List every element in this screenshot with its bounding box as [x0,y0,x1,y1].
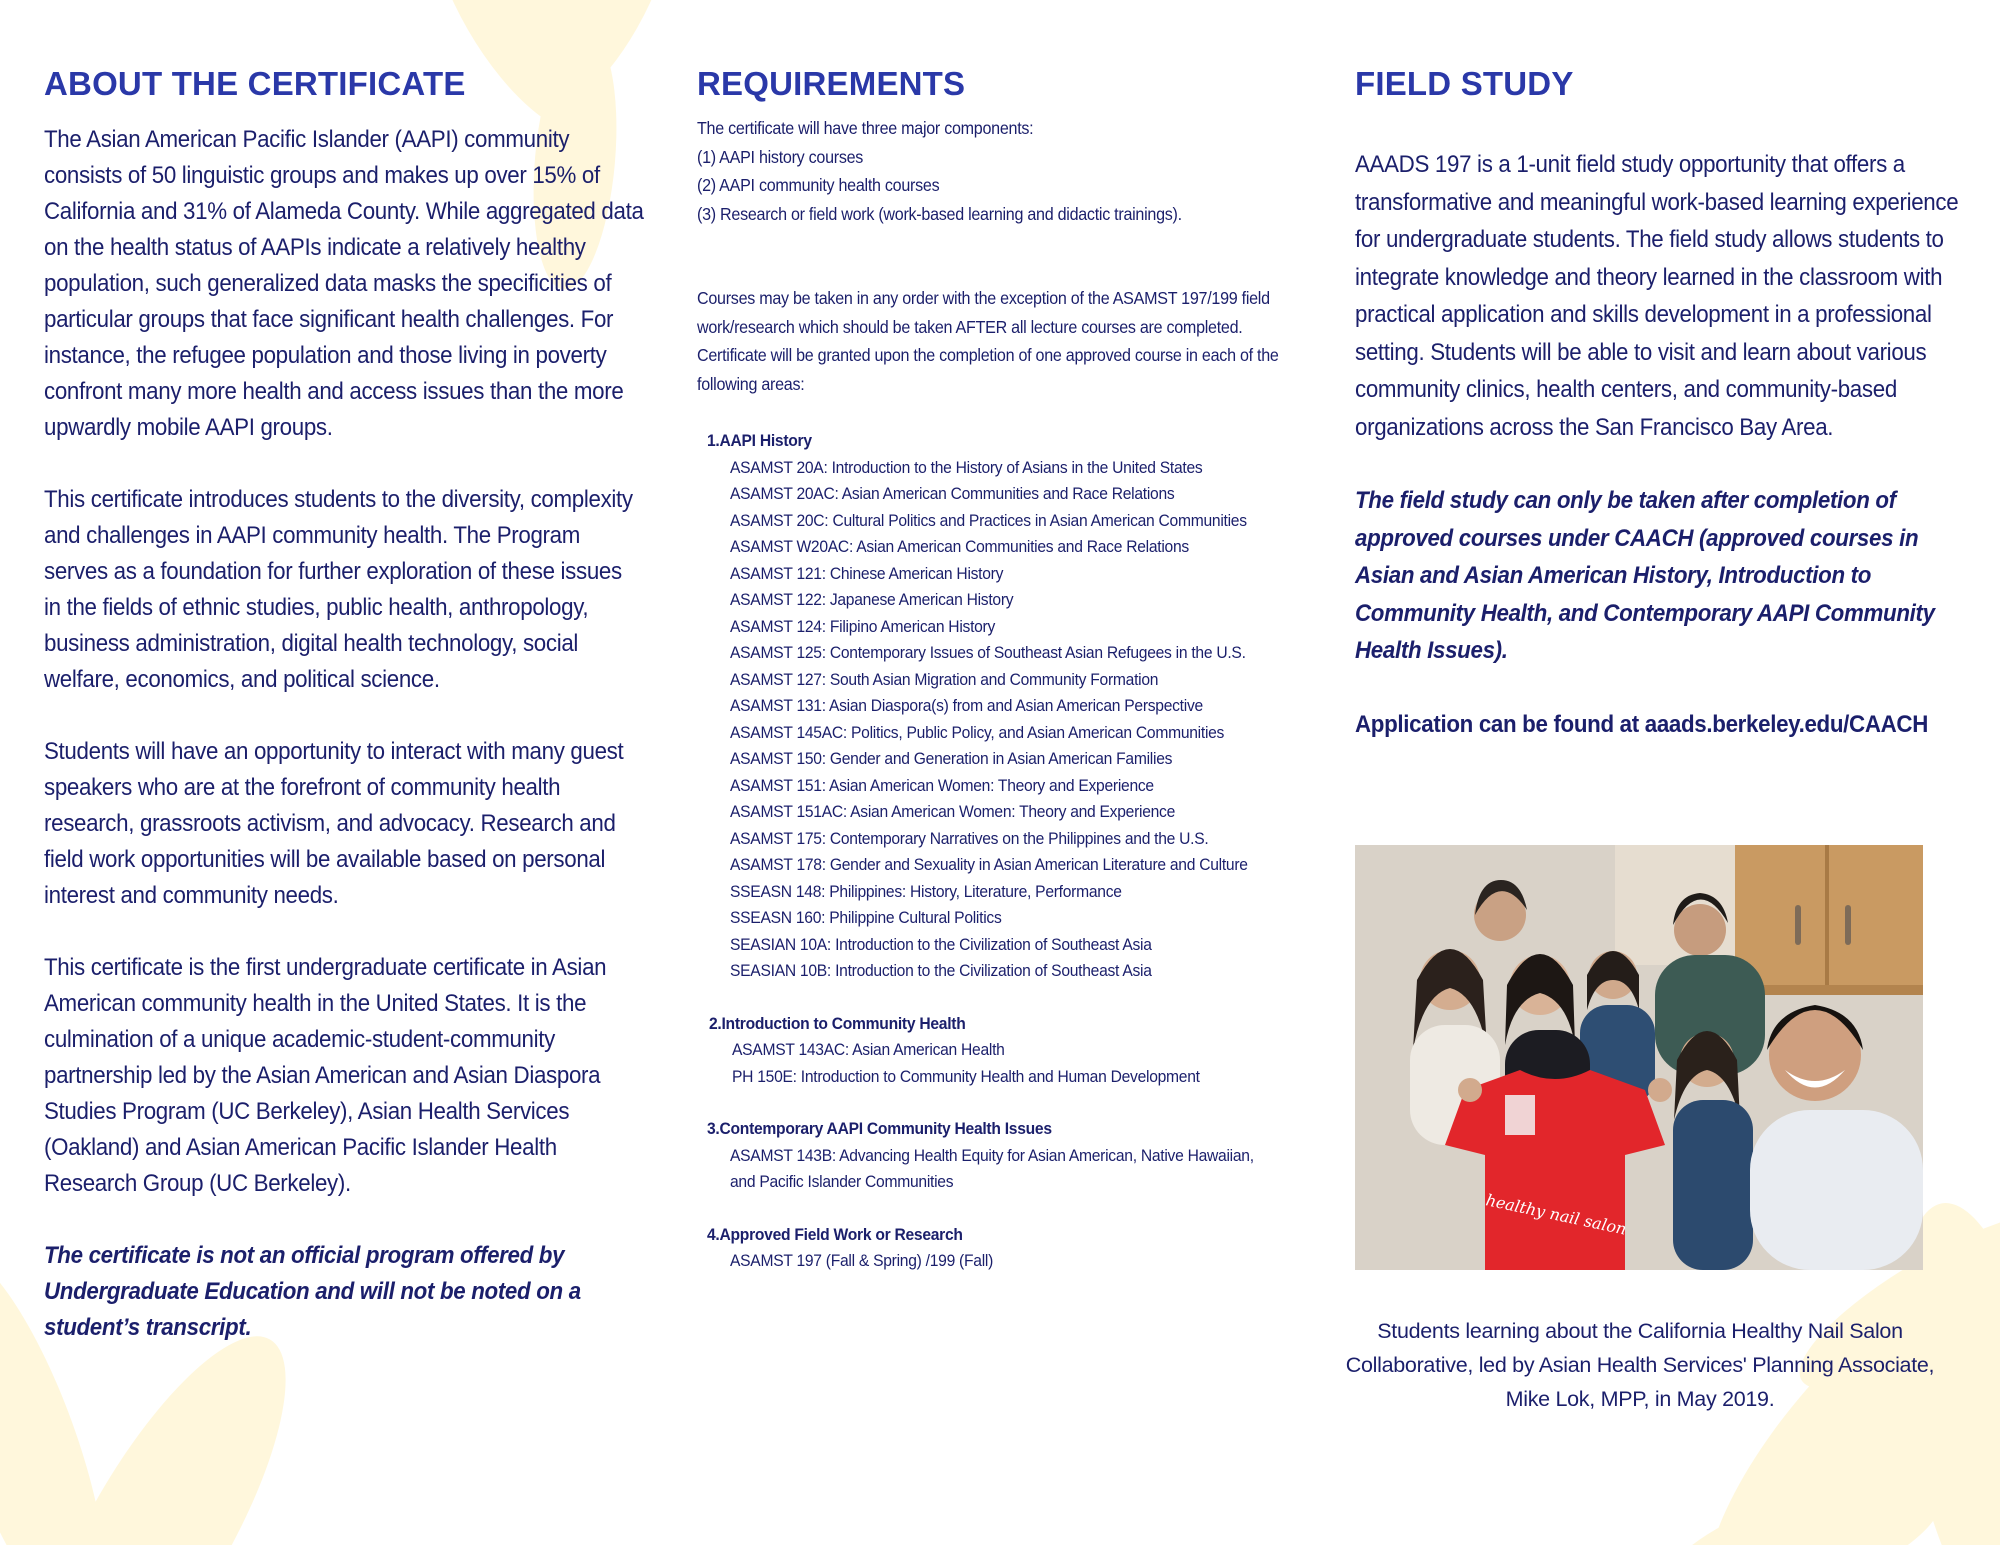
application-link[interactable]: Application can be found at aaads.berkeley.edu/CAACH [1355,710,1929,738]
course-item: ASAMST 175: Contemporary Narratives on the Philippines and the U.S. [730,828,1209,848]
requirement-area-title: 2.Introduction to Community Health [709,1013,966,1033]
course-item: ASAMST 121: Chinese American History [730,563,1004,583]
about-paragraph: This certificate is the first undergraduate certificate in Asian American community health in the United States. It is the culmination of a unique academic-student-community partnership led by the Asian American and Asian Diaspora Studies Program (UC Berkeley), Asian Health Services (Oakland) and Asian American Pacific Islander Health Research Group (UC Berkeley). [44,954,607,1197]
course-item: ASAMST 131: Asian Diaspora(s) from and Asian American Perspective [730,696,1203,715]
requirement-area-field-work [697,1222,1307,1275]
course-item: ASAMST 125: Contemporary Issues of Southeast Asian Refugees in the U.S. [730,643,1246,662]
about-paragraph: Students will have an opportunity to interact with many guest speakers who are at the forefront of community health research, grassroots activism, and advocacy. Research and field work opportunities will be available based on personal interest and community needs. [44,738,624,909]
shirt-logo-text: healthy nail salon [1484,1190,1629,1239]
course-item: ASAMST 20C: Cultural Politics and Practices in Asian American Communities [730,510,1247,530]
about-disclaimer: The certificate is not an official program offered by Undergraduate Education and will not be noted on a student’s transcript. [44,1242,581,1341]
about-section [44,60,644,1370]
course-item: SSEASN 148: Philippines: History, Literature, Performance [730,881,1122,901]
requirement-area-title: 3.Contemporary AAPI Community Health Issues [707,1119,1052,1138]
field-study-body [1355,146,1960,743]
course-item: ASAMST 151AC: Asian American Women: Theory and Experience [730,802,1176,821]
field-study-prerequisite-note: The field study can only be taken after completion of approved courses under CAACH (approved courses in Asian and Asian American History, Introduction to Community Health, and Contemporary AAPI Community Health Issues). [1355,487,1935,664]
requirements-order-note: Courses may be taken in any order with the exception of the ASAMST 197/199 field work/research which should be taken AFTER all lecture courses are completed. Certificate will be granted upon the completion of one approved course in each of the following areas: [697,288,1279,394]
field-study-heading: FIELD STUDY [1355,65,1574,102]
requirement-area-aapi-history [697,428,1307,985]
requirements-intro: The certificate will have three major components: [697,118,1034,138]
field-study-section [1355,60,1965,767]
course-item: ASAMST 143AC: Asian American Health [732,1040,1005,1059]
requirement-area-title: 4.Approved Field Work or Research [707,1224,963,1244]
about-body [44,122,644,1346]
course-item: SSEASN 160: Philippine Cultural Politics [730,908,1002,927]
requirement-area-contemporary-issues [697,1116,1307,1196]
course-item: ASAMST 122: Japanese American History [730,590,1014,609]
course-item: ASAMST 197 (Fall & Spring) /199 (Fall) [730,1251,994,1270]
course-item: ASAMST W20AC: Asian American Communities and Race Relations [730,537,1189,556]
photo-caption: Students learning about the California Healthy Nail Salon Collaborative, led by Asian Health Services' Planning Associate, Mike Lok, MPP, in May 2019. [1345,1318,1935,1411]
course-item: ASAMST 124: Filipino American History [730,616,996,636]
about-paragraph: This certificate introduces students to the diversity, complexity and challenges in AAPI community health. The Program serves as a foundation for further exploration of these issues in the fields of ethnic studies, public health, anthropology, business administration, digital health technology, social welfare, economics, and political science. [44,486,633,693]
course-item: ASAMST 20A: Introduction to the History of Asians in the United States [730,457,1203,477]
course-item: ASAMST 150: Gender and Generation in Asian American Families [730,749,1173,768]
requirements-heading: REQUIREMENTS [697,65,966,102]
requirement-area-community-health [697,1011,1307,1091]
course-item: SEASIAN 10B: Introduction to the Civilization of Southeast Asia [730,961,1152,980]
course-item: PH 150E: Introduction to Community Health and Human Development [732,1066,1200,1086]
course-item: SEASIAN 10A: Introduction to the Civilization of Southeast Asia [730,934,1152,954]
course-item: ASAMST 178: Gender and Sexuality in Asian American Literature and Culture [730,855,1248,874]
requirement-area-title: 1.AAPI History [707,431,812,450]
group-photo [1355,845,1923,1270]
field-study-description: AAADS 197 is a 1-unit field study opportunity that offers a transformative and meaningful work-based learning experience for undergraduate students. The field study allows students to integrate knowledge and theory learned in the classroom with practical application and skills development in a professional setting. Students will be able to visit and learn about various community clinics, health centers, and community-based organizations across the San Francisco Bay Area. [1355,151,1959,441]
requirements-component: (2) AAPI community health courses [697,175,940,195]
group-photo-illustration [1355,845,1923,1270]
requirements-component: (3) Research or field work (work-based learning and didactic trainings). [697,203,1182,224]
course-item: ASAMST 127: South Asian Migration and Community Formation [730,669,1159,689]
requirements-component: (1) AAPI history courses [697,146,864,167]
about-heading: ABOUT THE CERTIFICATE [44,65,466,102]
course-item: ASAMST 145AC: Politics, Public Policy, and Asian American Communities [730,722,1225,742]
course-item: ASAMST 143B: Advancing Health Equity for Asian American, Native Hawaiian, and Pacific Islander Communities [730,1145,1254,1191]
course-item: ASAMST 20AC: Asian American Communities and Race Relations [730,484,1175,503]
course-item: ASAMST 151: Asian American Women: Theory and Experience [730,775,1154,795]
about-paragraph: The Asian American Pacific Islander (AAPI) community consists of 50 linguistic groups and makes up over 15% of California and 31% of Alameda County. While aggregated data on the health status of AAPIs indicate a relatively healthy population, such generalized data masks the specificities of particular groups that face significant health challenges. For instance, the refugee population and those living in poverty confront many more health and access issues than the more upwardly mobile AAPI groups. [44,126,644,441]
requirements-section [697,60,1307,1275]
